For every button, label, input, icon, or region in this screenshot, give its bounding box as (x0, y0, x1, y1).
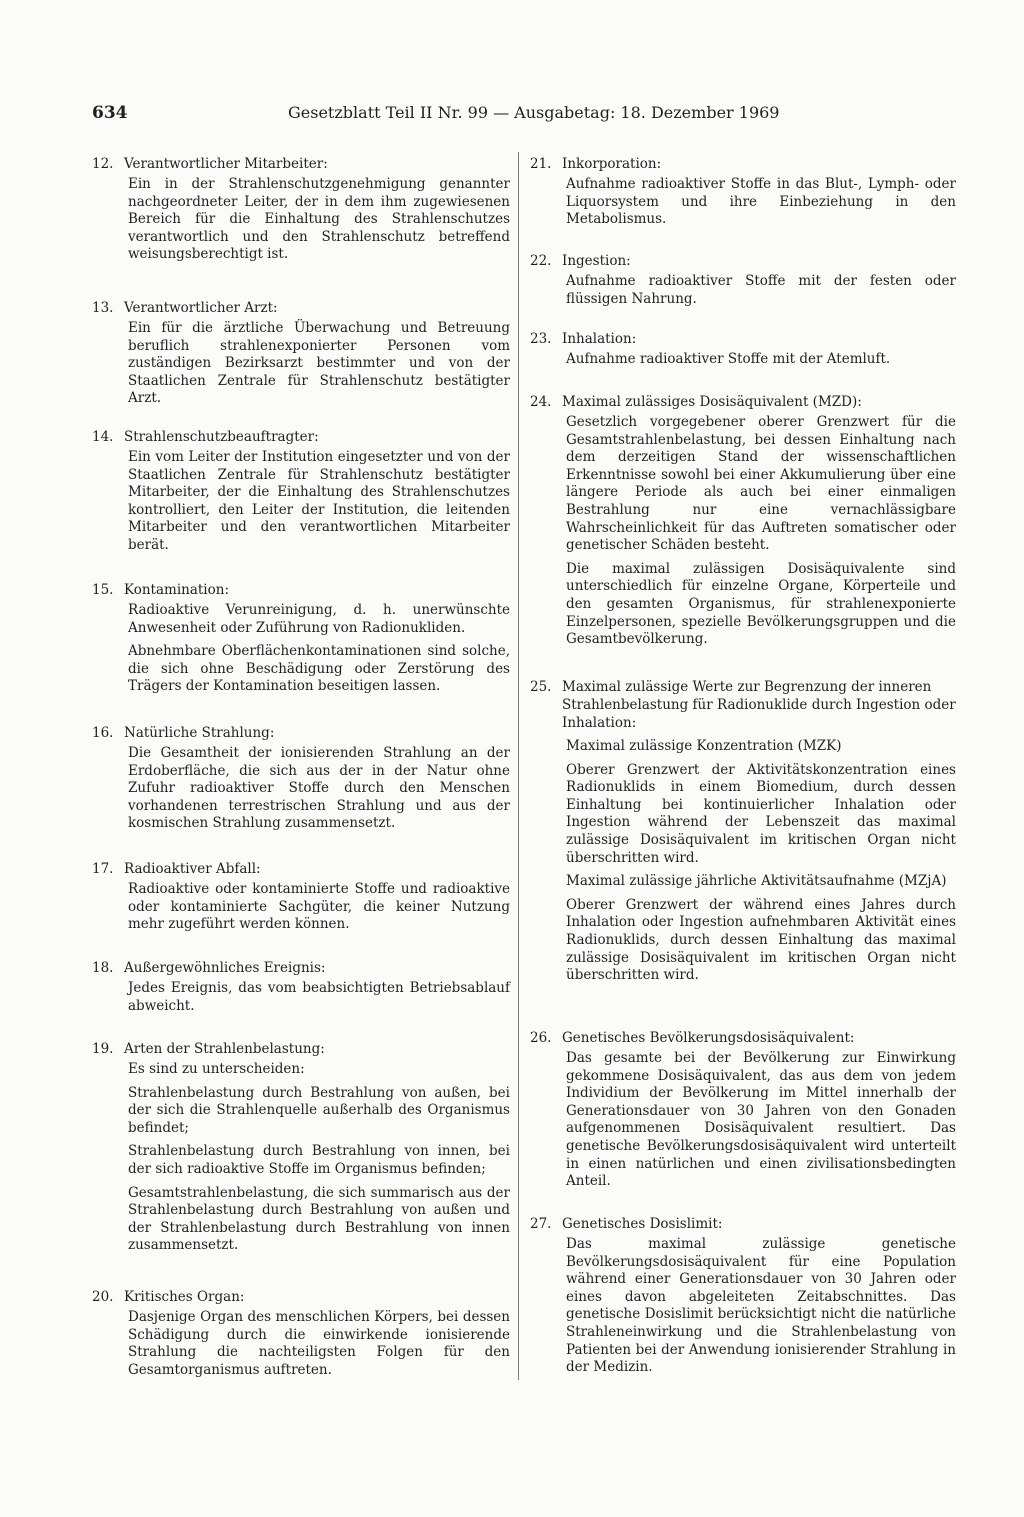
definition-entry (530, 1029, 956, 1191)
entry-paragraph: Ein für die ärztliche Überwachung und Betreuung beruflich strahlenexponierter Personen vom zuständigen Bezirksarzt bestimmter und von der Staatlichen Zentrale für Strahlenschutz bestätigter Arzt. (128, 320, 510, 407)
entry-number: 22. (530, 253, 552, 269)
entry-paragraph: Das gesamte bei der Bevölkerung zur Einwirkung gekommene Dosisäquivalent, das aus dem von jedem Individium der Bevölkerung im Mittel innerhalb der Generationsdauer von 30 Jahren von den Gonaden aufgenommenen Dosisäquivalent resultiert. Das genetische Bevölkerungsdosisäquivalent wird unterteilt in einen natürlichen und einen zivilisationsbedingten Anteil. (566, 1050, 956, 1190)
entry-number: 26. (530, 1030, 552, 1046)
entry-paragraph: Radioaktive oder kontaminierte Stoffe und radioaktive oder kontaminierte Sachgüter, die keiner Nutzung mehr zugeführt werden können. (128, 881, 510, 933)
entry-number: 21. (530, 156, 552, 172)
entry-paragraph: Aufnahme radioaktiver Stoffe in das Blut-, Lymph- oder Liquorsystem und ihre Einbeziehung in den Metabolismus. (566, 176, 956, 228)
entry-paragraph: Jedes Ereignis, das vom beabsichtigten Betriebsablauf abweicht. (128, 980, 510, 1014)
definition-entry (92, 299, 510, 408)
entry-term: Arten der Strahlenbelastung: (124, 1041, 325, 1057)
entry-term: Ingestion: (562, 253, 631, 269)
definition-entry (92, 959, 510, 1015)
definition-entry (530, 393, 956, 649)
definition-entry (530, 330, 956, 369)
entry-paragraph: Ein vom Leiter der Institution eingesetzter und von der Staatlichen Zentrale für Strahlenschutz bestätigter Mitarbeiter, der die Einhaltung des Strahlenschutzes kontrolliert, den Leiter der Institution, die leitenden Mitarbeiter und den verantwortlichen Mitarbeiter berät. (128, 449, 510, 553)
entry-paragraph: Abnehmbare Oberflächenkontaminationen sind solche, die sich ohne Beschädigung oder Zerstörung des Trägers der Kontamination beseitigen lassen. (128, 643, 510, 695)
entry-term: Natürliche Strahlung: (124, 725, 275, 741)
entry-term: Genetisches Dosislimit: (562, 1216, 723, 1232)
entry-number: 14. (92, 429, 114, 445)
entry-term: Genetisches Bevölkerungsdosisäquivalent: (562, 1030, 855, 1046)
entry-paragraph: Oberer Grenzwert der Aktivitätskonzentration eines Radionuklids in einem Biomedium, durch dessen Einhaltung bei kontinuierlicher Inhalation oder Ingestion während der Lebenszeit das maximal zulässige Dosisäquivalent im kritischen Organ nicht überschritten wird. (566, 761, 956, 866)
entry-paragraph: Gesamtstrahlenbelastung, die sich summarisch aus der Strahlenbelastung durch Bestrahlung von außen und der Strahlenbelastung durch Bestrahlung von innen zusammensetzt. (128, 1184, 510, 1254)
definition-entry (530, 678, 956, 985)
entry-paragraph: Dasjenige Organ des menschlichen Körpers, bei dessen Schädigung durch die einwirkende ionisierende Strahlung die nachteiligsten Folgen für den Gesamtorganismus auftreten. (128, 1309, 510, 1378)
entry-term: Außergewöhnliches Ereignis: (124, 960, 326, 976)
entry-term: Verantwortlicher Mitarbeiter: (124, 156, 328, 172)
entry-term: Maximal zulässige Werte zur Begrenzung der inneren Strahlenbelastung für Radionuklide durch Ingestion oder Inhalation: (562, 679, 956, 731)
entry-number: 27. (530, 1216, 552, 1232)
definition-entry (92, 581, 510, 696)
definition-entry (92, 860, 510, 934)
entry-paragraph: Es sind zu unterscheiden: (128, 1061, 305, 1077)
entry-number: 17. (92, 861, 114, 877)
definition-entry (530, 252, 956, 308)
entry-paragraph: Die Gesamtheit der ionisierenden Strahlung an der Erdoberfläche, die sich aus der in der Natur ohne Zufuhr radioaktiver Stoffe durch den Menschen vorhandenen terrestrischen Strahlung und aus der kosmischen Strahlung zusammensetzt. (128, 745, 510, 832)
running-title: Gesetzblatt Teil II Nr. 99 — Ausgabetag: 18. Dezember 1969 (288, 103, 780, 122)
entry-paragraph: Die maximal zulässigen Dosisäquivalente sind unterschiedlich für einzelne Organe, Körperteile und den gesamten Organismus, für strahlenexponierte Einzelpersonen, spezielle Bevölkerungsgruppen und die Gesamtbevölkerung. (566, 560, 956, 648)
entry-paragraph: Strahlenbelastung durch Bestrahlung von innen, bei der sich radioaktive Stoffe im Organismus befinden; (128, 1143, 510, 1177)
entry-number: 23. (530, 331, 552, 347)
entry-paragraph: Aufnahme radioaktiver Stoffe mit der Atemluft. (566, 351, 891, 367)
page-header (92, 103, 780, 129)
entry-term: Strahlenschutzbeauftragter: (124, 429, 319, 445)
entry-number: 12. (92, 156, 114, 172)
definition-entry (92, 155, 510, 264)
entry-number: 25. (530, 679, 552, 695)
entry-term: Maximal zulässiges Dosisäquivalent (MZD): (562, 394, 862, 410)
entry-paragraph: Ein in der Strahlenschutzgenehmigung genannter nachgeordneter Leiter, der in dem ihm zugewiesenen Bereich für die Einhaltung des Strahlenschutzes verantwortlich und den Strahlenschutz betreffend weisungsberechtigt ist. (128, 176, 510, 263)
entry-term: Verantwortlicher Arzt: (124, 300, 278, 316)
entry-term: Kontamination: (124, 582, 229, 598)
column-divider (518, 152, 519, 1380)
definition-entry (92, 428, 510, 555)
entry-term: Inhalation: (562, 331, 637, 347)
entry-paragraph: Oberer Grenzwert der während eines Jahres durch Inhalation oder Ingestion aufnehmbaren Aktivität eines Radionuklids, durch dessen Einhaltung das maximal zulässige Dosisäquivalent im kritischen Organ nicht überschritten wird. (566, 896, 956, 984)
entry-number: 16. (92, 725, 114, 741)
entry-paragraph: Das maximal zulässige genetische Bevölkerungsdosisäquivalent für eine Population während einer Generationsdauer von 30 Jahren oder eines davon abgeleiteten Zeitabschnittes. Das genetische Dosislimit berücksichtigt nicht die natürliche Strahleneinwirkung und die Strahlenbelastung von Patienten bei der Anwendung ionisierender Strahlung in der Medizin. (566, 1236, 956, 1376)
page-number: 634 (92, 103, 128, 123)
entry-paragraph: Maximal zulässige Konzentration (MZK) (566, 738, 842, 754)
entry-term: Inkorporation: (562, 156, 662, 172)
definition-entry (530, 155, 956, 229)
entry-paragraph: Strahlenbelastung durch Bestrahlung von außen, bei der sich die Strahlenquelle außerhalb des Organismus befindet; (128, 1084, 510, 1136)
entry-number: 13. (92, 300, 114, 316)
entry-number: 19. (92, 1041, 114, 1057)
entry-number: 18. (92, 960, 114, 976)
definition-entry (92, 1040, 510, 1255)
entry-number: 15. (92, 582, 114, 598)
definition-entry (92, 1288, 510, 1379)
entry-paragraph: Gesetzlich vorgegebener oberer Grenzwert für die Gesamtstrahlenbelastung, bei dessen Einhaltung nach dem derzeitigen Stand der wissenschaftlichen Erkenntnisse sowohl bei einer Akkumulierung über eine längere Periode als auch bei einer einmaligen Bestrahlung nur eine vernachlässigbare Wahrscheinlichkeit für das Auftreten somatischer oder genetischer Schäden besteht. (566, 414, 956, 554)
entry-paragraph: Radioaktive Verunreinigung, d. h. unerwünschte Anwesenheit oder Zuführung von Radionukliden. (128, 602, 510, 636)
entry-term: Radioaktiver Abfall: (124, 861, 261, 877)
entry-paragraph: Aufnahme radioaktiver Stoffe mit der festen oder flüssigen Nahrung. (566, 273, 956, 307)
entry-number: 20. (92, 1289, 114, 1305)
entry-number: 24. (530, 394, 552, 410)
definition-entry (530, 1215, 956, 1377)
entry-paragraph: Maximal zulässige jährliche Aktivitätsaufnahme (MZjA) (566, 873, 947, 890)
entry-term: Kritisches Organ: (124, 1289, 245, 1305)
definition-entry (92, 724, 510, 833)
